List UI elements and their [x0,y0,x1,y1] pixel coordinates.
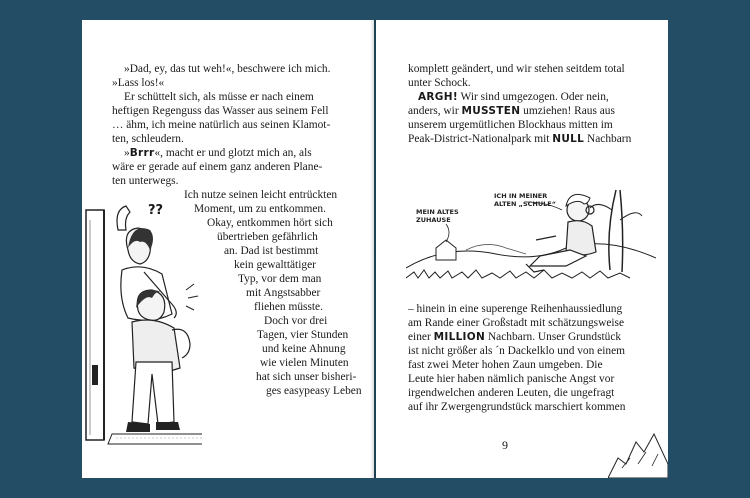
text-line [124,90,314,104]
text-run: kein gewalttätiger [234,259,316,271]
text-line [408,400,625,414]
text-run: Moment, um zu entkommen. [194,203,326,215]
text-run: Leute hier haben nämlich panische Angst vor [408,373,615,385]
text-run: ten, schleudern. [112,133,184,145]
text-line [408,132,631,146]
text-line [408,330,621,344]
text-run: hat sich unser bisheri- [256,371,357,383]
text-line [238,272,321,286]
text-line [408,76,471,90]
text-line [256,370,356,384]
text-run: Nachbarn. Unser Grundstück [485,331,622,343]
text-line [257,328,348,342]
text-line [112,76,164,90]
text-run: irgendwelchen anderen Leuten, die ungefragt [408,387,615,399]
text-run: am Rande einer Großstadt mit schätzungsweise [408,317,625,329]
text-run: Nachbarn [584,133,632,145]
emphasis-word: ARGH! [418,91,458,103]
text-line [254,300,323,314]
text-run: ges easypeasy Leben [266,385,362,397]
text-line [112,160,322,174]
text-run: Okay, entkommen hört sich [207,217,333,229]
father-son-illustration [82,190,202,460]
text-run: Typ, vor dem man [238,273,322,285]
text-run: und keine Ahnung [262,343,346,355]
text-line [207,216,333,230]
text-line [266,384,362,398]
text-line [408,62,625,76]
text-line [408,316,624,330]
text-line [184,188,337,202]
left-page [82,20,374,478]
text-line [264,314,327,328]
text-run: einer [408,331,434,343]
text-run: komplett geändert, und wir stehen seitdem total [408,63,625,75]
text-line [408,344,625,358]
text-run: fast zwei Meter hohen Zaun umgeben. Die [408,359,603,371]
text-run: Doch vor drei [264,315,328,327]
text-run: … ähm, ich meine natürlich aus seinen Klamot- [112,119,331,131]
text-run: unserem urgemütlichen Blockhaus mitten im [408,119,613,131]
text-run: ten unterwegs. [112,175,179,187]
text-line [418,90,609,104]
text-run: ist nicht größer als ´n Dackelklo und von einem [408,345,626,357]
text-line [408,104,615,118]
open-book [82,20,668,478]
text-run: wie vielen Minuten [260,357,349,369]
emphasis-word: MILLION [433,331,486,343]
text-run: Wir sind umgezogen. Oder nein, [457,91,609,103]
text-run: – hinein in eine superenge Reihenhaussiedlung [408,303,623,315]
text-line [217,230,318,244]
text-line [408,302,622,316]
text-line [112,104,329,118]
text-line [124,146,312,160]
bubble-old-home: MEIN ALTES ZUHAUSE [416,208,459,224]
text-line [408,118,613,132]
emphasis-word: NULL [552,133,585,145]
text-run: » [124,147,130,159]
text-line [408,358,603,372]
text-run: fliehen müsste. [254,301,323,313]
text-run: heftigen Regenguss das Wasser aus seinem Fell [112,105,329,117]
bubble-old-school: ICH IN MEINER ALTEN „SCHULE“ [494,192,556,208]
text-run: »Dad, ey, das tut weh!«, beschwere ich mich. [124,63,331,75]
text-run: «, macht er und glotzt mich an, als [154,147,312,159]
text-line [234,258,316,272]
text-line [262,342,346,356]
text-run: anders, wir [408,105,462,117]
text-run: unter Schock. [408,77,471,89]
text-run: umziehen! Raus aus [520,105,615,117]
text-run: Peak-District-Nationalpark mit [408,133,553,145]
confusion-marks: ?? [148,203,164,218]
text-run: an. Dad ist bestimmt [224,245,319,257]
text-line [260,356,349,370]
text-run: »Lass los!« [112,77,165,89]
text-line [194,202,326,216]
text-run: auf ihr Zwergengrundstück marschiert kommen [408,401,626,413]
text-run: übertrieben gefährlich [217,231,318,243]
text-line [112,132,184,146]
page-number: 9 [502,438,508,452]
text-line [112,118,330,132]
emphasis-word: MUSSTEN [461,105,521,117]
corner-rock-sketch [608,428,668,478]
text-line [246,286,320,300]
text-run: mit Angstsabber [246,287,321,299]
emphasis-word: Brrr [129,147,155,159]
text-run: Ich nutze seinen leicht entrückten [184,189,338,201]
text-run: wäre er gerade auf einem ganz anderen Plane- [112,161,323,173]
text-line [408,386,614,400]
text-line [408,372,614,386]
text-line [124,62,330,76]
text-line [112,174,178,188]
text-run: Er schüttelt sich, als müsse er nach einem [124,91,314,103]
text-run: Tagen, vier Stunden [257,329,349,341]
text-line [224,244,318,258]
right-page [376,20,668,478]
